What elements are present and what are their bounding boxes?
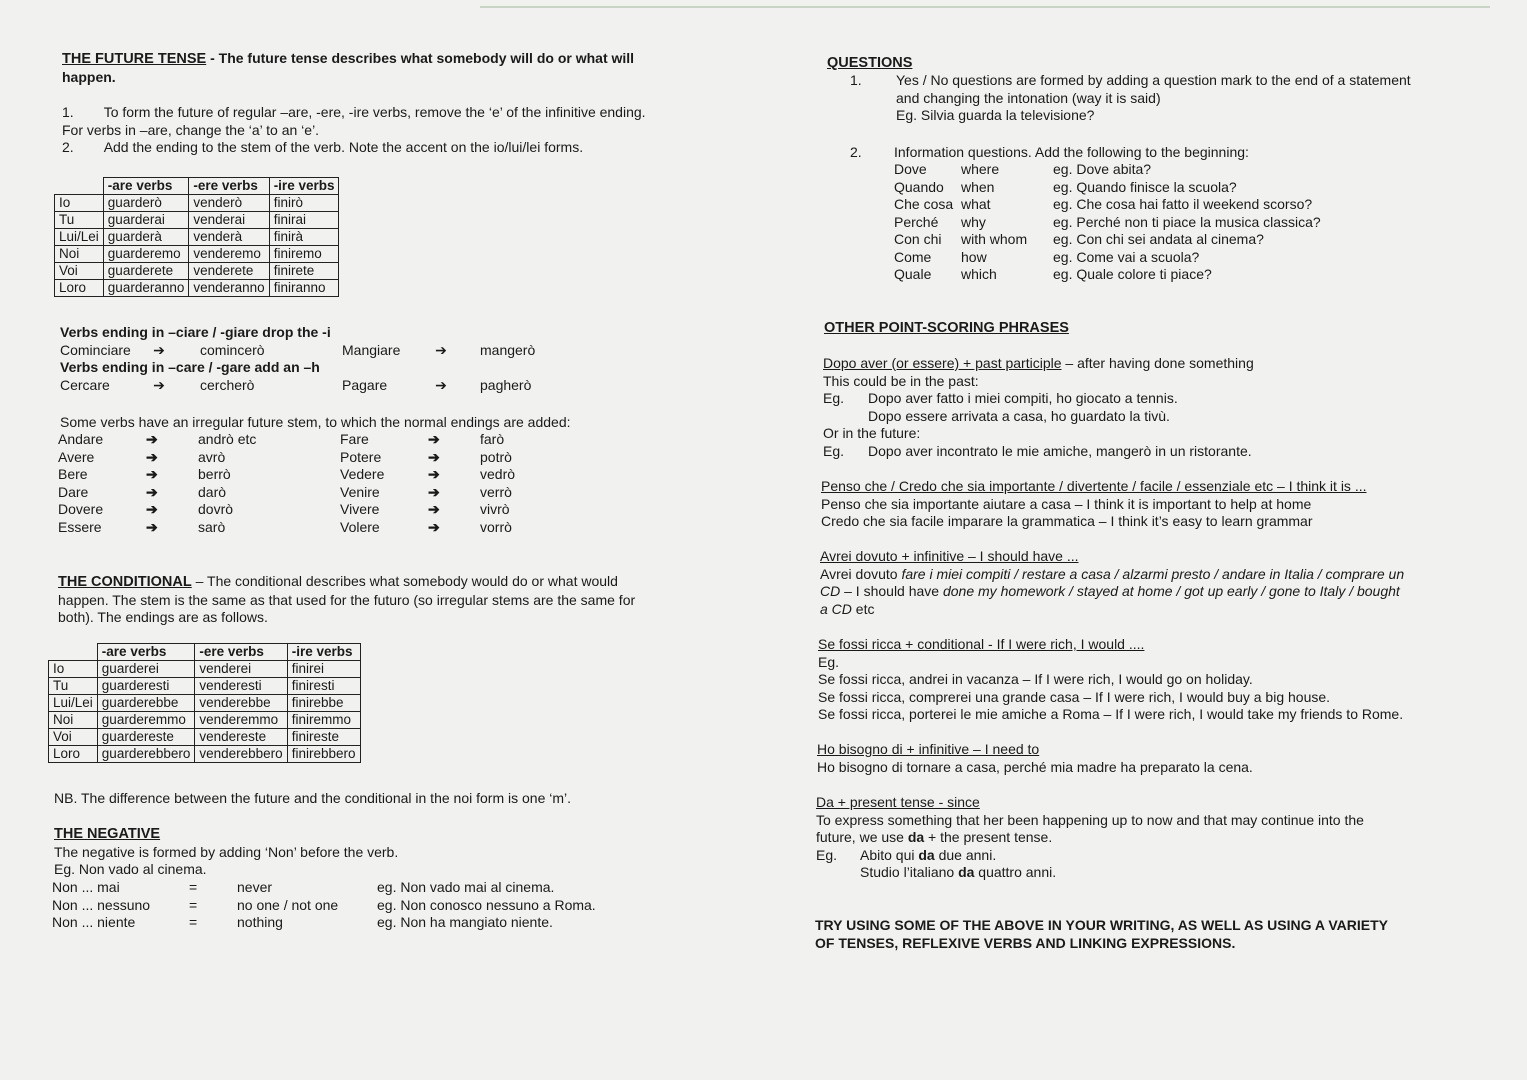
question-word: Quale — [894, 266, 932, 282]
ending-cell: guarderesti — [97, 678, 195, 695]
arrow-icon: ➔ — [428, 501, 440, 517]
irregular-future: berrò — [198, 466, 231, 482]
table-row — [55, 212, 339, 229]
irregular-infinitive: Venire — [340, 483, 380, 500]
ending-cell: finiranno — [269, 280, 339, 297]
questions-heading: QUESTIONS — [827, 55, 913, 71]
irregular-infinitive: Dovere — [58, 501, 104, 517]
question-meaning: how — [961, 248, 987, 265]
arrow-icon: ➔ — [435, 341, 447, 358]
question-word: Che cosa — [894, 196, 954, 212]
arrow-icon: ➔ — [153, 341, 165, 358]
ending-cell: guarderanno — [103, 280, 189, 297]
table-row — [55, 195, 339, 212]
irregular-infinitive: Fare — [340, 431, 369, 447]
irregular-future: potrò — [480, 448, 512, 465]
irregular-infinitive: Vivere — [340, 501, 380, 517]
question-example: eg. Dove abita? — [1053, 161, 1152, 177]
ending-cell: guardereste — [97, 729, 195, 746]
person-cell: Voi — [55, 263, 104, 280]
closing-advice: TRY USING SOME OF THE ABOVE IN YOUR WRITING, AS WELL AS USING A VARIETY OF TENSES, REFLEXIVE VERBS AND LINKING EXPRESSIONS. — [815, 917, 1389, 951]
irregular-future: dovrò — [198, 501, 234, 517]
ending-cell: finirà — [269, 229, 339, 246]
ending-cell: venderemmo — [195, 712, 287, 729]
ending-cell: venderei — [195, 661, 287, 678]
table-row — [49, 729, 361, 746]
arrow-icon: ➔ — [146, 448, 158, 465]
ending-cell: venderanno — [189, 280, 269, 297]
arrow-icon: ➔ — [428, 518, 440, 535]
ending-cell: vendereste — [195, 729, 287, 746]
da-present-phrase: Da + present tense - since To express something that her been happening up to now and that may continue into the future, we use da + the present tense. Eg. Abito qui da due anni. Studio l’italiano da quattro anni. — [816, 794, 1364, 880]
table-row — [55, 246, 339, 263]
person-cell: Loro — [55, 280, 104, 297]
irregular-infinitive: Andare — [58, 431, 104, 447]
questions-section — [827, 55, 912, 73]
question-word: Come — [894, 248, 932, 265]
ending-cell: venderebbero — [195, 746, 287, 763]
irregular-infinitive: Potere — [340, 448, 382, 465]
ending-cell: guarderebbero — [97, 746, 195, 763]
arrow-icon: ➔ — [146, 431, 158, 447]
arrow-icon: ➔ — [146, 466, 158, 482]
fold-line — [480, 6, 1490, 8]
ending-cell: venderà — [189, 229, 269, 246]
irregular-infinitive: Dare — [58, 483, 89, 500]
table-header-row: -are verbs -ere verbs -ire verbs — [49, 644, 361, 661]
ending-cell: venderò — [189, 195, 269, 212]
negative-phrase: Non ... nessuno — [52, 896, 151, 913]
person-cell: Noi — [55, 246, 104, 263]
ending-cell: venderai — [189, 212, 269, 229]
question-meaning: why — [961, 213, 986, 230]
question-word: Con chi — [894, 231, 942, 247]
person-cell: Voi — [49, 729, 98, 746]
negative-meaning: no one / not one — [237, 896, 339, 913]
person-cell: Io — [49, 661, 98, 678]
person-cell: Lui/Lei — [55, 229, 104, 246]
arrow-icon: ➔ — [428, 448, 440, 465]
conditional-intro: THE CONDITIONAL – The conditional describes what somebody would do or what would happen. The stem is the same as that used for the futuro (so irregular stems are the same for both). The endings are as follows. — [58, 573, 636, 625]
question-word: Perché — [894, 213, 939, 230]
person-cell: Loro — [49, 746, 98, 763]
person-cell: Lui/Lei — [49, 695, 98, 712]
ending-cell: guarderà — [103, 229, 189, 246]
question-meaning: which — [961, 266, 997, 282]
irregular-future: sarò — [198, 518, 226, 535]
penso-che-phrase: Penso che / Credo che sia importante / divertente / facile / essenziale etc – I think it is ... Penso che sia importante aiutare a casa – I think it is important to help at home Credo che sia facile imparare la grammatica – I think it’s easy to learn grammar — [821, 478, 1367, 529]
ending-cell: guarderei — [97, 661, 195, 678]
negative-example: eg. Non ha mangiato niente. — [377, 914, 553, 930]
irregular-future: vedrò — [480, 466, 516, 482]
question-word: Quando — [894, 178, 944, 195]
table-row — [49, 678, 361, 695]
negative-meaning: never — [237, 879, 273, 895]
ending-cell: guarderò — [103, 195, 189, 212]
table-header-row: -are verbs -ere verbs -ire verbs — [55, 178, 339, 195]
negative-example: eg. Non conosco nessuno a Roma. — [377, 896, 596, 913]
negative-meaning: nothing — [237, 914, 283, 930]
negative-example: eg. Non vado mai al cinema. — [377, 879, 555, 895]
negative-section: THE NEGATIVE The negative is formed by adding ‘Non’ before the verb. Eg. Non vado al cinema. — [54, 826, 399, 877]
phrases-heading: OTHER POINT-SCORING PHRASES — [824, 320, 1069, 336]
question-example: eg. Perché non ti piace la musica classica? — [1053, 213, 1321, 230]
ending-cell: venderesti — [195, 678, 287, 695]
se-fossi-phrase: Se fossi ricca + conditional - If I were rich, I would .... Eg. Se fossi ricca, andrei in vacanza – If I were rich, I would go on holiday. Se fossi ricca, comprerei una grande casa – If I were rich, I would buy a big house. Se fossi ricca, porterei le mie amiche a Roma – If I were rich, I would take my friends to Rome. — [818, 636, 1404, 722]
ending-cell: finireste — [287, 729, 360, 746]
person-cell: Io — [55, 195, 104, 212]
person-cell: Tu — [49, 678, 98, 695]
irregular-future: avrò — [198, 448, 226, 465]
arrow-icon: ➔ — [146, 501, 158, 517]
ending-cell: guarderai — [103, 212, 189, 229]
future-steps: 1. To form the future of regular –are, -ere, -ire verbs, remove the ‘e’ of the infinitive ending. For verbs in –are, change the ‘a’ to an ‘e’. 2. Add the ending to the stem of the verb. Note the accent on the io/lui/lei forms. — [62, 104, 646, 155]
question-example: eg. Che cosa hai fatto il weekend scorso? — [1053, 196, 1313, 212]
ending-cell: finirebbero — [287, 746, 360, 763]
table-row — [49, 695, 361, 712]
ending-cell: guarderemo — [103, 246, 189, 263]
irregular-future: vorrò — [480, 518, 512, 535]
table-row — [55, 280, 339, 297]
irregular-future: darò — [198, 483, 227, 500]
irregular-infinitive: Vedere — [340, 466, 385, 482]
question-meaning: when — [961, 178, 995, 195]
table-row — [55, 229, 339, 246]
question-example: eg. Quando finisce la scuola? — [1053, 178, 1237, 195]
nb-note: NB. The difference between the future and the conditional in the noi form is one ‘m’. — [54, 790, 572, 806]
arrow-icon: ➔ — [146, 483, 158, 500]
information-questions: 2. Information questions. Add the following to the beginning: — [850, 144, 1249, 160]
irregular-intro: Some verbs have an irregular future stem, to which the normal endings are added: — [60, 414, 571, 430]
ending-cell: venderebbe — [195, 695, 287, 712]
question-meaning: what — [961, 196, 991, 212]
ending-cell: finirò — [269, 195, 339, 212]
equals-sign: = — [189, 879, 198, 895]
equals-sign: = — [189, 914, 198, 930]
ending-cell: guarderebbe — [97, 695, 195, 712]
irregular-infinitive: Essere — [58, 518, 102, 535]
irregular-infinitive: Avere — [58, 448, 95, 465]
table-row — [49, 661, 361, 678]
person-cell: Noi — [49, 712, 98, 729]
table-row — [55, 263, 339, 280]
irregular-infinitive: Volere — [340, 518, 380, 535]
ho-bisogno-phrase: Ho bisogno di + infinitive – I need to Ho bisogno di tornare a casa, perché mia madre ha preparato la cena. — [817, 741, 1253, 775]
ending-cell: finirebbe — [287, 695, 360, 712]
irregular-future: vivrò — [480, 501, 510, 517]
irregular-future: verrò — [480, 483, 512, 500]
avrei-dovuto-phrase: Avrei dovuto + infinitive – I should have ... Avrei dovuto fare i miei compiti / restare a casa / alzarmi presto / andare in Italia / comprare un CD – I should have done my homework / stayed at home / got up early / gone to Italy / bought a CD etc — [820, 548, 1405, 617]
dopo-aver-phrase: Dopo aver (or essere) + past participle – after having done something This could be in the past: Eg. Dopo aver fatto i miei compiti, ho giocato a tennis. Dopo essere arrivata a casa, ho guardato la tivù. Or in the future: Eg. Dopo aver incontrato le mie amiche, mangerò in un ristorante. — [823, 355, 1254, 459]
ending-cell: venderete — [189, 263, 269, 280]
negatives-list — [52, 879, 637, 932]
arrow-icon: ➔ — [146, 518, 158, 535]
yes-no-questions: 1. Yes / No questions are formed by adding a question mark to the end of a statement and changing the intonation (way it is said) Eg. Silvia guarda la televisione? — [850, 72, 1411, 123]
equals-sign: = — [189, 896, 198, 913]
negative-heading: THE NEGATIVE — [54, 826, 161, 842]
irregular-future: andrò etc — [198, 431, 257, 447]
future-intro: THE FUTURE TENSE - The future tense describes what somebody will do or what will happen. — [62, 50, 635, 85]
question-words-list — [894, 161, 1473, 284]
conditional-endings-table — [48, 643, 361, 763]
arrow-icon: ➔ — [435, 376, 447, 393]
ending-cell: guarderemmo — [97, 712, 195, 729]
table-row — [49, 746, 361, 763]
table-row — [49, 712, 361, 729]
question-word: Dove — [894, 161, 927, 177]
irregular-stems-list — [58, 431, 540, 536]
negative-phrase: Non ... niente — [52, 914, 136, 930]
question-meaning: where — [961, 161, 1000, 177]
ending-cell: finiremo — [269, 246, 339, 263]
ending-cell: finiremmo — [287, 712, 360, 729]
person-cell: Tu — [55, 212, 104, 229]
question-example: eg. Quale colore ti piace? — [1053, 266, 1212, 282]
irregular-infinitive: Bere — [58, 466, 88, 482]
question-example: eg. Con chi sei andata al cinema? — [1053, 231, 1264, 247]
arrow-icon: ➔ — [153, 376, 165, 393]
ending-cell: finirei — [287, 661, 360, 678]
arrow-icon: ➔ — [428, 431, 440, 447]
ending-cell: finiresti — [287, 678, 360, 695]
question-meaning: with whom — [961, 231, 1028, 247]
irregular-future: farò — [480, 431, 505, 447]
question-example: eg. Come vai a scuola? — [1053, 248, 1200, 265]
arrow-icon: ➔ — [428, 466, 440, 482]
future-heading: THE FUTURE TENSE — [62, 51, 207, 67]
ending-cell: finirete — [269, 263, 339, 280]
negative-phrase: Non ... mai — [52, 879, 120, 895]
ending-cell: guarderete — [103, 263, 189, 280]
spelling-rules: Verbs ending in –ciare / -giare drop the -i Cominciare ➔ comincerò Mangiare ➔ mangerò Verbs ending in –care / -gare add an –h Cercare ➔ cercherò Pagare ➔ pagherò — [60, 324, 536, 393]
future-endings-table — [54, 177, 339, 297]
ending-cell: finirai — [269, 212, 339, 229]
arrow-icon: ➔ — [428, 483, 440, 500]
ending-cell: venderemo — [189, 246, 269, 263]
conditional-heading: THE CONDITIONAL — [58, 574, 192, 590]
